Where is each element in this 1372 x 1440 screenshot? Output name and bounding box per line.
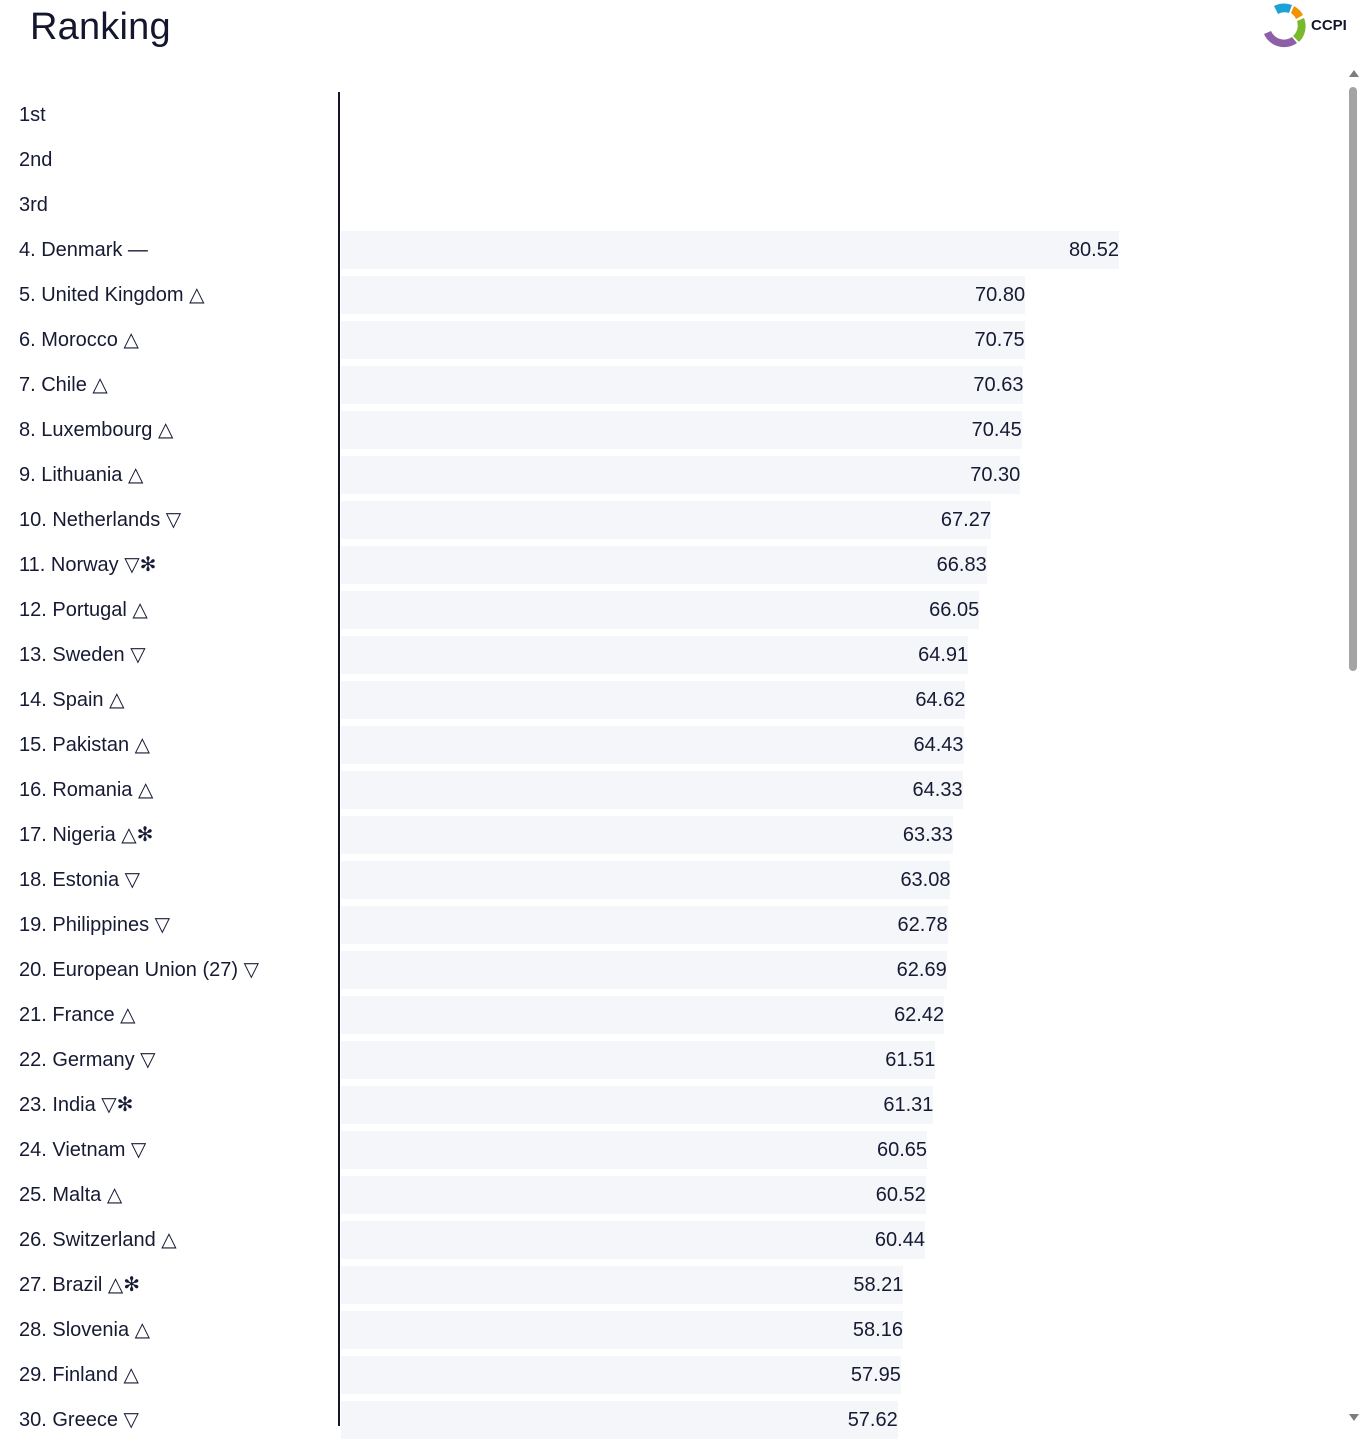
bar[interactable] [341, 1221, 925, 1259]
bar[interactable] [341, 456, 1020, 494]
bar-value-label: 58.21 [853, 1274, 904, 1296]
row-label: 15. Pakistan △ [19, 734, 151, 756]
bar-value-label: 60.52 [875, 1184, 926, 1206]
row-label: 3rd [19, 194, 48, 216]
bar[interactable] [341, 1086, 933, 1124]
bar[interactable] [341, 366, 1023, 404]
row-label: 29. Finland △ [19, 1364, 139, 1386]
row-label: 6. Morocco △ [19, 329, 139, 351]
row-label: 5. United Kingdom △ [19, 284, 205, 306]
chart-row[interactable] [0, 96, 1346, 134]
chart-row[interactable] [0, 1176, 1346, 1214]
chart-row[interactable] [0, 771, 1346, 809]
bar-value-label: 61.31 [883, 1094, 934, 1116]
row-label: 4. Denmark — [19, 239, 148, 261]
bar-value-label: 60.44 [874, 1229, 925, 1251]
chart-row[interactable] [0, 456, 1346, 494]
row-label: 21. France △ [19, 1004, 136, 1026]
ranking-chart[interactable] [0, 70, 1346, 1440]
chart-row[interactable] [0, 1356, 1346, 1394]
bar[interactable] [341, 1356, 901, 1394]
chart-row[interactable] [0, 951, 1346, 989]
chart-row[interactable] [0, 321, 1346, 359]
bar[interactable] [341, 1311, 903, 1349]
chart-row[interactable] [0, 636, 1346, 674]
bar-value-label: 62.78 [897, 914, 948, 936]
bar-value-label: 64.91 [918, 644, 969, 666]
bar-value-label: 62.69 [896, 959, 947, 981]
axis-line [338, 92, 340, 1426]
bar-value-label: 57.62 [847, 1409, 898, 1431]
chart-row[interactable] [0, 501, 1346, 539]
row-label: 14. Spain △ [19, 689, 125, 711]
bar[interactable] [341, 636, 968, 674]
row-label: 11. Norway ▽✻ [19, 554, 157, 576]
chart-row[interactable] [0, 1221, 1346, 1259]
bar-value-label: 63.08 [900, 869, 951, 891]
bar[interactable] [341, 591, 979, 629]
chart-row[interactable] [0, 996, 1346, 1034]
bar[interactable] [341, 546, 987, 584]
chart-row[interactable] [0, 591, 1346, 629]
bar[interactable] [341, 501, 991, 539]
ccpi-logo-icon [1262, 0, 1362, 52]
bar[interactable] [341, 681, 965, 719]
scroll-down-arrow-icon[interactable] [1349, 1414, 1359, 1421]
chart-row[interactable] [0, 141, 1346, 179]
chart-row[interactable] [0, 1266, 1346, 1304]
scrollbar[interactable] [1346, 70, 1362, 1426]
bar-value-label: 66.05 [929, 599, 980, 621]
bar-value-label: 80.52 [1068, 239, 1119, 261]
row-label: 30. Greece ▽ [19, 1409, 139, 1431]
chart-row[interactable] [0, 816, 1346, 854]
chart-row[interactable] [0, 366, 1346, 404]
row-label: 18. Estonia ▽ [19, 869, 141, 891]
chart-row[interactable] [0, 1086, 1346, 1124]
bar[interactable] [341, 276, 1025, 314]
bar-value-label: 70.30 [970, 464, 1021, 486]
bar-value-label: 70.80 [975, 284, 1026, 306]
bar-value-label: 70.63 [973, 374, 1024, 396]
row-label: 2nd [19, 149, 53, 171]
row-label: 20. European Union (27) ▽ [19, 959, 259, 981]
chart-row[interactable] [0, 906, 1346, 944]
bar-value-label: 70.75 [974, 329, 1025, 351]
bar[interactable] [341, 771, 963, 809]
chart-row[interactable] [0, 411, 1346, 449]
bar[interactable] [341, 951, 947, 989]
bar[interactable] [341, 411, 1022, 449]
row-label: 17. Nigeria △✻ [19, 824, 154, 846]
bar-value-label: 60.65 [876, 1139, 928, 1161]
bar[interactable] [341, 726, 964, 764]
row-label: 19. Philippines ▽ [19, 914, 171, 936]
row-label: 9. Lithuania △ [19, 464, 144, 486]
row-label: 22. Germany ▽ [19, 1049, 156, 1071]
chart-row[interactable] [0, 186, 1346, 224]
bar-value-label: 70.45 [971, 419, 1022, 441]
ccpi-logo [1262, 0, 1362, 52]
bar[interactable] [341, 861, 950, 899]
bar-value-label: 62.42 [894, 1004, 945, 1026]
chart-row[interactable] [0, 231, 1346, 269]
chart-row[interactable] [0, 681, 1346, 719]
bar-value-label: 63.33 [902, 824, 953, 846]
row-label: 10. Netherlands ▽ [19, 509, 182, 531]
bar[interactable] [341, 996, 944, 1034]
bar-value-label: 64.33 [912, 779, 963, 801]
bar[interactable] [341, 816, 953, 854]
bar[interactable] [341, 1401, 898, 1439]
row-label: 13. Sweden ▽ [19, 644, 146, 666]
bar[interactable] [341, 1266, 903, 1304]
chart-row[interactable] [0, 276, 1346, 314]
row-label: 8. Luxembourg △ [19, 419, 174, 441]
bar[interactable] [341, 321, 1025, 359]
bar[interactable] [341, 231, 1119, 269]
bar-value-label: 64.43 [913, 734, 964, 756]
row-label: 24. Vietnam ▽ [19, 1139, 147, 1161]
bar[interactable] [341, 1131, 927, 1169]
scroll-up-arrow-icon[interactable] [1349, 70, 1359, 77]
bar-value-label: 61.51 [885, 1049, 936, 1071]
bar-value-label: 58.16 [852, 1319, 903, 1341]
row-label: 16. Romania △ [19, 779, 154, 801]
chart-row[interactable] [0, 861, 1346, 899]
row-label: 7. Chile △ [19, 374, 108, 396]
ccpi-logo-text: CCPI [1311, 17, 1347, 34]
chart-row[interactable] [0, 1041, 1346, 1079]
bar[interactable] [341, 906, 948, 944]
scrollbar-thumb[interactable] [1349, 87, 1357, 671]
chart-row[interactable] [0, 1401, 1346, 1439]
row-label: 25. Malta △ [19, 1184, 123, 1206]
chart-row[interactable] [0, 546, 1346, 584]
page-title: Ranking [30, 6, 171, 48]
chart-row[interactable] [0, 1311, 1346, 1349]
row-label: 12. Portugal △ [19, 599, 148, 621]
bar-value-label: 66.83 [936, 554, 987, 576]
row-label: 1st [19, 104, 46, 126]
chart-row[interactable] [0, 726, 1346, 764]
bar-value-label: 57.95 [850, 1364, 901, 1386]
row-label: 26. Switzerland △ [19, 1229, 177, 1251]
row-label: 28. Slovenia △ [19, 1319, 151, 1341]
bar-value-label: 67.27 [940, 509, 991, 531]
bar[interactable] [341, 1176, 926, 1214]
bar-value-label: 64.62 [915, 689, 966, 711]
row-label: 27. Brazil △✻ [19, 1274, 141, 1296]
row-label: 23. India ▽✻ [19, 1094, 134, 1116]
bar[interactable] [341, 1041, 935, 1079]
chart-row[interactable] [0, 1131, 1346, 1169]
